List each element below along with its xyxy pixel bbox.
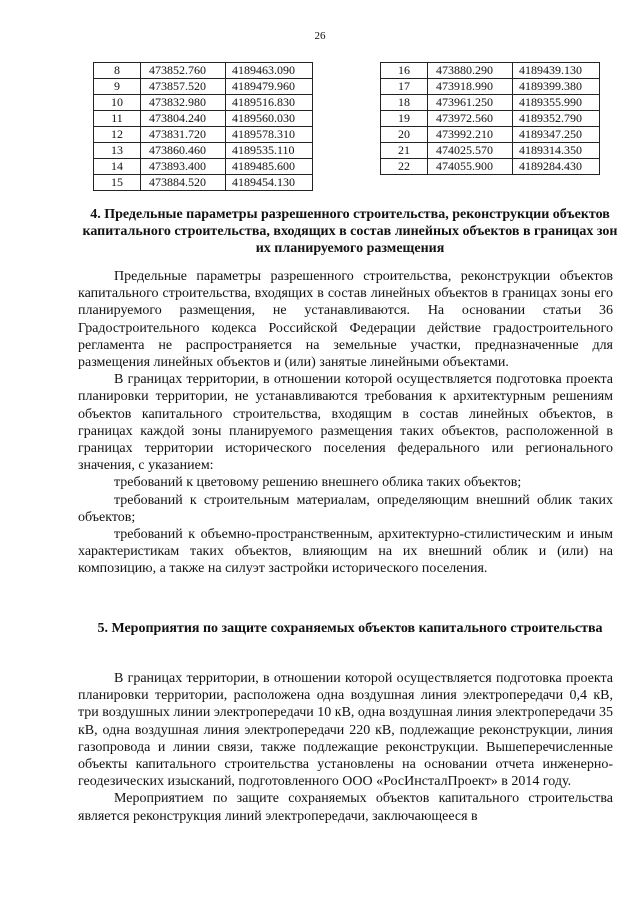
point-number-cell: 21 [381,143,428,159]
section-5-body [78,670,613,825]
y-coordinate-cell: 4189560.030 [226,111,313,127]
table-row [94,79,313,95]
point-number-cell: 20 [381,127,428,143]
x-coordinate-cell: 473992.210 [428,127,513,143]
point-number-cell: 11 [94,111,141,127]
section-4-list-item: требований к объемно-пространственным, архитектурно-стилистическим и иным характеристикам таких объектов, влияющим на их внешний облик и (или) на композицию, а также на силуэт застройки исторического поселения. [78,527,613,577]
table-row [94,127,313,143]
x-coordinate-cell: 473918.990 [428,79,513,95]
y-coordinate-cell: 4189347.250 [513,127,600,143]
y-coordinate-cell: 4189314.350 [513,143,600,159]
table-row [381,79,600,95]
point-number-cell: 14 [94,159,141,175]
x-coordinate-cell: 473880.290 [428,63,513,79]
x-coordinate-cell: 473852.760 [141,63,226,79]
table-row [381,159,600,175]
y-coordinate-cell: 4189485.600 [226,159,313,175]
y-coordinate-cell: 4189439.130 [513,63,600,79]
y-coordinate-cell: 4189535.110 [226,143,313,159]
x-coordinate-cell: 473831.720 [141,127,226,143]
table-row [381,111,600,127]
coordinates-table-left [93,62,313,191]
section-5-heading: 5. Мероприятия по защите сохраняемых объектов капитального строительства [97,621,603,636]
table-row [94,111,313,127]
section-4-heading: 4. Предельные параметры разрешенного строительства, реконструкции объектов капитального строительства, входящих в состав линейных объектов в границах зон их планируемого размещения [82,207,618,256]
x-coordinate-cell: 474025.570 [428,143,513,159]
x-coordinate-cell: 473804.240 [141,111,226,127]
y-coordinate-cell: 4189516.830 [226,95,313,111]
table-row [381,63,600,79]
section-4-paragraph: В границах территории, в отношении которой осуществляется подготовка проекта планировки территории, не устанавливаются требования к архитектурным решениям объектов капитального строительства, входящим в состав линейных объектов, в границах каждой зоны планируемого размещения таких объектов, расположенной в границах территории исторического поселения федерального или регионального значения, с указанием: [78,372,613,474]
y-coordinate-cell: 4189399.380 [513,79,600,95]
y-coordinate-cell: 4189355.990 [513,95,600,111]
table-row [381,127,600,143]
y-coordinate-cell: 4189479.960 [226,79,313,95]
y-coordinate-cell: 4189352.790 [513,111,600,127]
table-row [94,63,313,79]
section-5-paragraph: Мероприятием по защите сохраняемых объектов капитального строительства является реконструкция линий электропередачи, заключающееся в [78,791,613,824]
point-number-cell: 9 [94,79,141,95]
point-number-cell: 10 [94,95,141,111]
table-row [94,95,313,111]
point-number-cell: 8 [94,63,141,79]
x-coordinate-cell: 473860.460 [141,143,226,159]
point-number-cell: 19 [381,111,428,127]
table-row [94,175,313,191]
x-coordinate-cell: 473961.250 [428,95,513,111]
x-coordinate-cell: 473884.520 [141,175,226,191]
table-row [94,159,313,175]
x-coordinate-cell: 474055.900 [428,159,513,175]
y-coordinate-cell: 4189578.310 [226,127,313,143]
x-coordinate-cell: 473893.400 [141,159,226,175]
y-coordinate-cell: 4189454.130 [226,175,313,191]
page-number: 26 [314,30,326,42]
section-4-paragraph: Предельные параметры разрешенного строительства, реконструкции объектов капитального строительства, входящих в состав линейных объектов в границах зоны его планируемого размещения, не устанавливаются. На основании статьи 36 Градостроительного кодекса Российской Федерации действие градостроительного регламента не распространяется на земельные участки, предназначенные для размещения линейных объектов и (или) занятые линейными объектами. [78,269,613,371]
section-4-body [78,268,613,578]
point-number-cell: 13 [94,143,141,159]
section-4-list-item: требований к строительным материалам, определяющим внешний облик таких объектов; [78,492,613,525]
point-number-cell: 18 [381,95,428,111]
table-row [381,143,600,159]
x-coordinate-cell: 473832.980 [141,95,226,111]
table-row [381,95,600,111]
section-5-paragraph: В границах территории, в отношении которой осуществляется подготовка проекта планировки территории, расположена одна воздушная линия электропередачи 0,4 кВ, три воздушных линии электропередачи 10 кВ, одна воздушная линия электропередачи 35 кВ, одна воздушная линия электропередачи 220 кВ, подлежащие реконструкции, линия газопровода и линии связи, также подлежащие реконструкции. Вышеперечисленные объекты капитального строительства установлены на основании отчета инженерно-геодезических изысканий, подготовленного ООО «РосИнсталПроект» в 2014 году. [78,671,613,790]
point-number-cell: 12 [94,127,141,143]
point-number-cell: 17 [381,79,428,95]
x-coordinate-cell: 473857.520 [141,79,226,95]
point-number-cell: 22 [381,159,428,175]
table-row [94,143,313,159]
section-4-list-item: требований к цветовому решению внешнего облика таких объектов; [114,475,522,491]
coordinates-table-right [380,62,600,175]
x-coordinate-cell: 473972.560 [428,111,513,127]
point-number-cell: 16 [381,63,428,79]
y-coordinate-cell: 4189284.430 [513,159,600,175]
point-number-cell: 15 [94,175,141,191]
y-coordinate-cell: 4189463.090 [226,63,313,79]
